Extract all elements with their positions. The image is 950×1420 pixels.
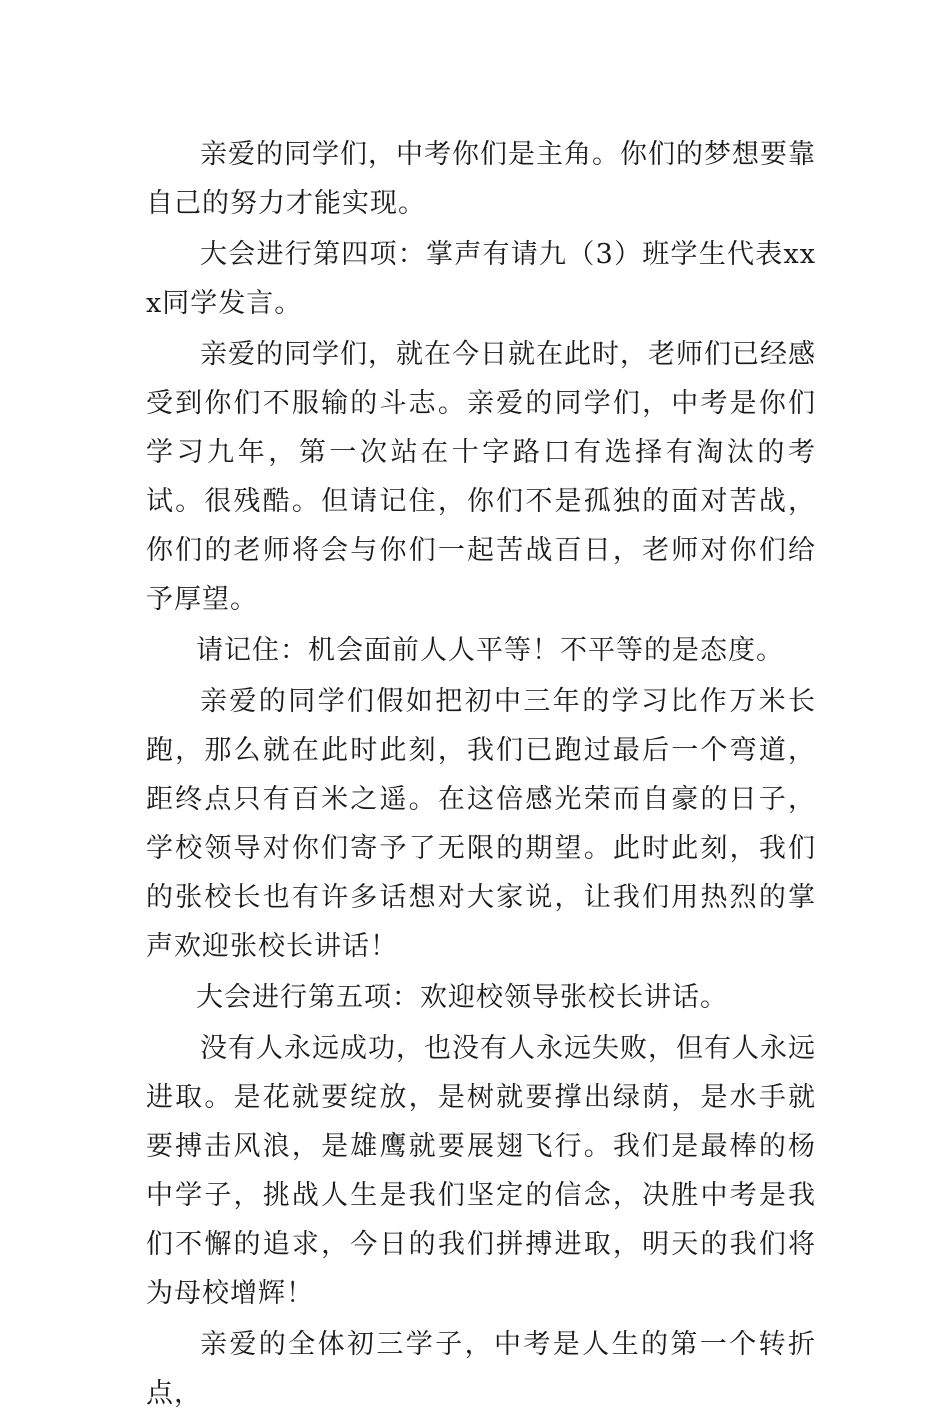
paragraph-2: 大会进行第四项：掌声有请九（3）班学生代表xxx同学发言。 — [146, 239, 816, 319]
paragraph-6: 大会进行第五项：欢迎校领导张校长讲话。 — [196, 982, 728, 1013]
paragraph-5: 亲爱的同学们假如把初中三年的学习比作万米长跑，那么就在此时此刻，我们已跑过最后一个弯道，距终点只有百米之遥。在这倍感光荣而自豪的日子，学校领导对你们寄予了无限的期望。此时此刻，我们的张校长也有许多话想对大家说，让我们用热烈的掌声欢迎张校长讲话！ — [146, 686, 816, 962]
paragraph-3: 亲爱的同学们，就在今日就在此时，老师们已经感受到你们不服输的斗志。亲爱的同学们，中考是你们学习九年，第一次站在十字路口有选择有淘汰的考试。很残酷。但请记住，你们不是孤独的面对苦战，你们的老师将会与你们一起苦战百日，老师对你们给予厚望。 — [146, 339, 816, 615]
document-body — [146, 130, 816, 1420]
paragraph-1: 亲爱的同学们，中考你们是主角。你们的梦想要靠自己的努力才能实现。 — [146, 139, 816, 219]
paragraph-4: 请记住：机会面前人人平等！不平等的是态度。 — [196, 635, 784, 666]
paragraph-8: 亲爱的全体初三学子，中考是人生的第一个转折点， — [146, 1329, 816, 1409]
paragraph-7: 没有人永远成功，也没有人永远失败，但有人永远进取。是花就要绽放，是树就要撑出绿荫，是水手就要搏击风浪，是雄鹰就要展翅飞行。我们是最棒的杨中学子，挑战人生是我们坚定的信念，决胜中考是我们不懈的追求，今日的我们拼搏进取，明天的我们将为母校增辉！ — [146, 1033, 816, 1309]
